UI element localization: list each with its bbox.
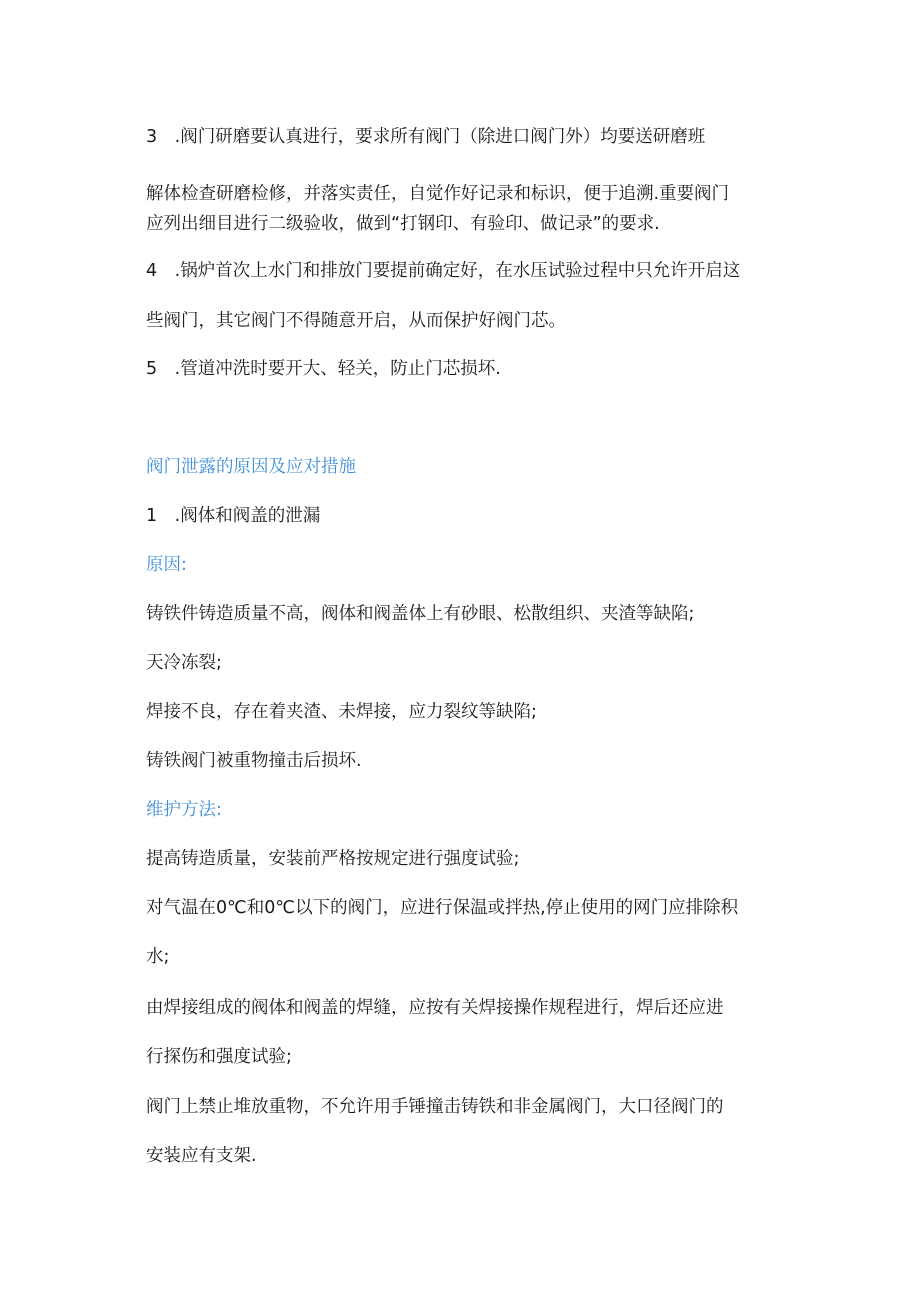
maintenance-item: 对气温在0℃和0℃以下的阀门，应进行保温或拌热,停止使用的网门应排除积 <box>146 898 739 918</box>
cause-item: 铸铁件铸造质量不高，阀体和阀盖体上有砂眼、松散组织、夹渣等缺陷; <box>146 604 695 624</box>
cause-item: 铸铁阀门被重物撞击后损坏. <box>146 751 362 771</box>
cause-item: 天冷冻裂; <box>146 653 222 673</box>
causes-heading: 原因: <box>146 555 187 575</box>
maintenance-item: 提高铸造质量，安装前严格按规定进行强度试验; <box>146 849 520 869</box>
section-heading: 阀门泄露的原因及应对措施 <box>146 457 356 477</box>
paragraph-line-item4: 4 .锅炉首次上水门和排放门要提前确定好，在水压试验过程中只允许开启这 <box>146 261 741 281</box>
maintenance-item: 阀门上禁止堆放重物，不允许用手锤撞击铸铁和非金属阀门，大口径阀门的 <box>146 1097 724 1117</box>
maintenance-item-continued: 水; <box>146 947 170 967</box>
subsection-title: 1 .阀体和阀盖的泄漏 <box>146 506 321 526</box>
cause-item: 焊接不良，存在着夹渣、未焊接，应力裂纹等缺陷; <box>146 702 537 722</box>
paragraph-line: 些阀门，其它阀门不得随意开启，从而保护好阀门芯。 <box>146 311 566 331</box>
maintenance-item-continued: 安装应有支架. <box>146 1146 257 1166</box>
maintenance-item-continued: 行探伤和强度试验; <box>146 1047 292 1067</box>
paragraph-line-item5: 5 .管道冲洗时要开大、轻关，防止门芯损坏. <box>146 359 501 379</box>
maintenance-item: 由焊接组成的阀体和阀盖的焊缝，应按有关焊接操作规程进行，焊后还应进 <box>146 998 724 1018</box>
maintenance-heading: 维护方法: <box>146 800 222 820</box>
paragraph-line-item3: 3 .阀门研磨要认真进行，要求所有阀门（除进口阀门外）均要送研磨班 <box>146 127 706 147</box>
paragraph-line: 解体检查研磨检修，并落实责任，自觉作好记录和标识，便于追溯.重要阀门 <box>146 184 730 204</box>
paragraph-line: 应列出细目进行二级验收，做到“打钢印、有验印、做记录”的要求. <box>146 214 660 234</box>
